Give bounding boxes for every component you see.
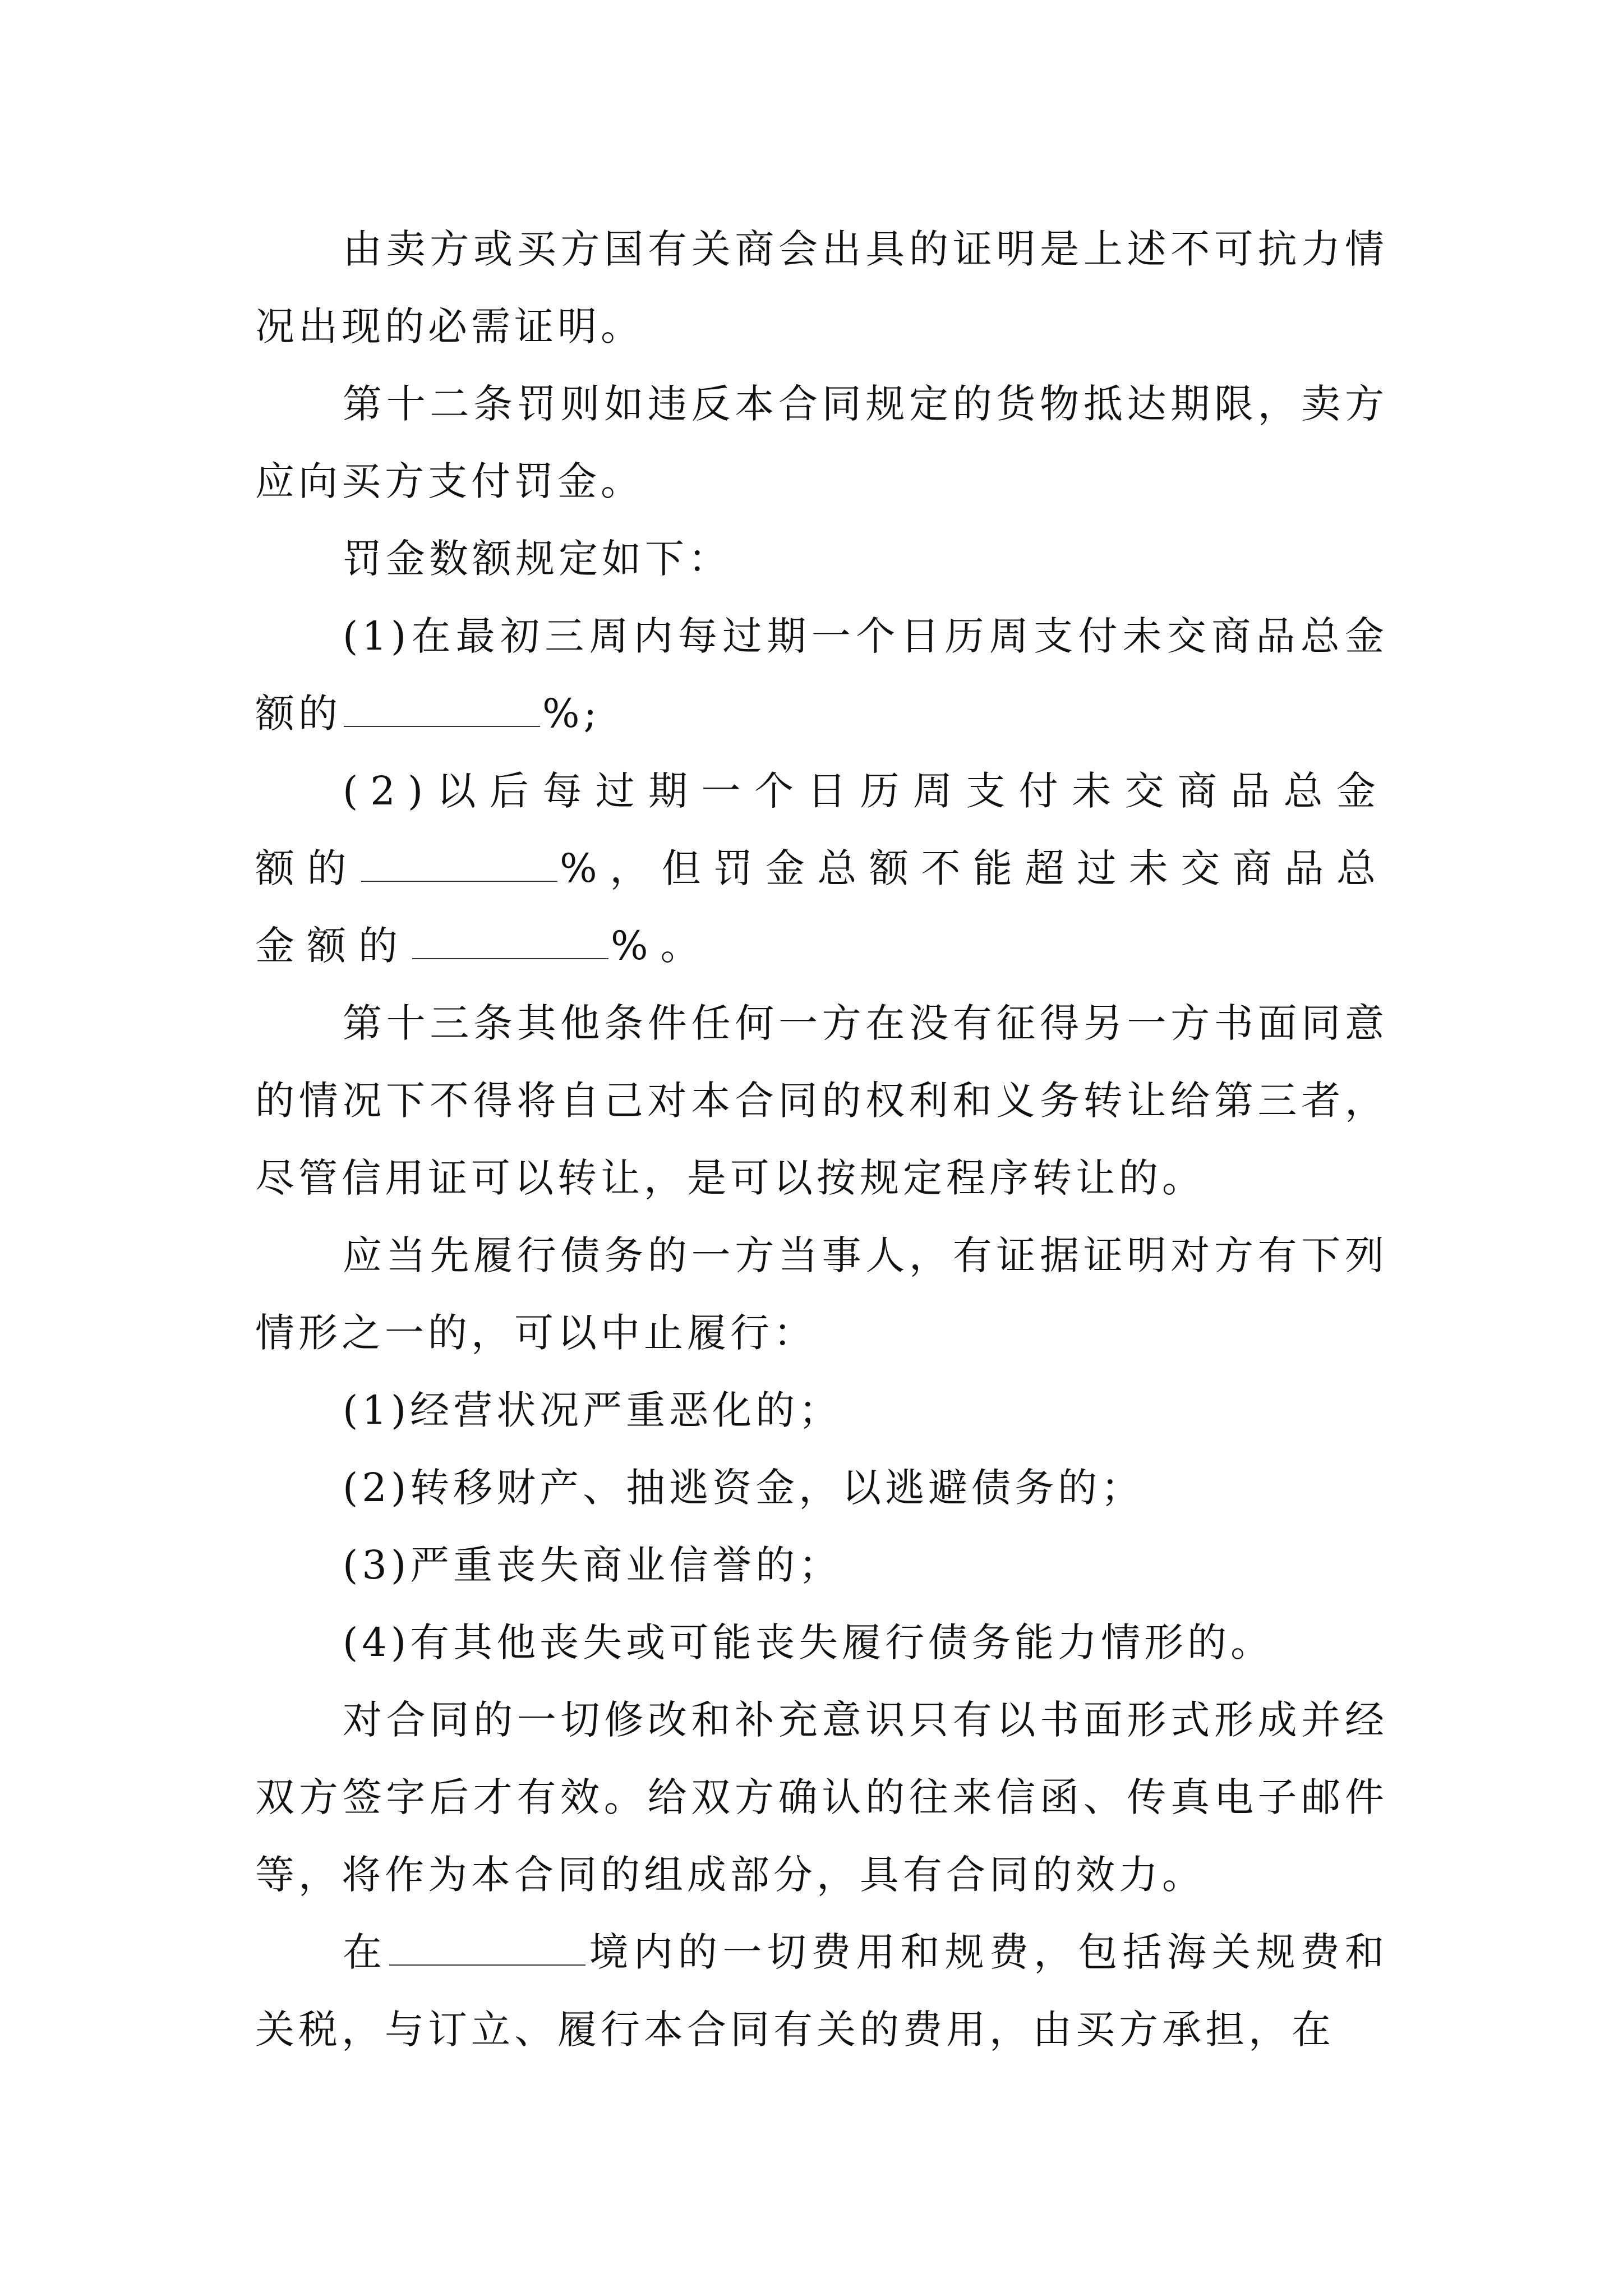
fill-in-blank[interactable]: [344, 691, 540, 727]
paragraph-suspension-item-1: [255, 1372, 1388, 1449]
paragraph-penalty-item-1: [255, 597, 1388, 752]
paragraph-suspension-item-2: [255, 1449, 1388, 1526]
paragraph-text-suffix: %;: [542, 691, 601, 737]
paragraph-text: (2)以后每过期一个日历周支付未交商品总金额的: [255, 768, 1388, 891]
paragraph-penalty-item-2: [255, 752, 1388, 984]
fill-in-blank[interactable]: [361, 846, 557, 882]
paragraph-text: (4)有其他丧失或可能丧失履行债务能力情形的。: [343, 1619, 1274, 1665]
paragraph-text-middle: %，但罚金总额不能超过未交商品总金额的: [255, 845, 1389, 969]
paragraph-text-suffix: 境内的一切费用和规费，包括海关规费和关税，与订立、履行本合同有关的费用，由买方承担，在: [255, 1929, 1389, 2053]
paragraph-force-majeure-proof: [255, 210, 1388, 365]
document-body: [255, 210, 1388, 2068]
paragraph-amendments: [255, 1681, 1388, 1913]
paragraph-suspension-item-4: [255, 1604, 1388, 1681]
paragraph-text: 罚金数额规定如下：: [343, 536, 731, 582]
paragraph-text: (3)严重丧失商业信誉的；: [343, 1542, 842, 1588]
paragraph-penalty-amount-intro: [255, 520, 1388, 597]
paragraph-article-12-penalty: [255, 365, 1388, 520]
paragraph-text: 在: [343, 1929, 388, 1975]
paragraph-text: 第十二条罚则如违反本合同规定的货物抵达期限，卖方应向买方支付罚金。: [255, 381, 1388, 504]
paragraph-text: 应当先履行债务的一方当事人，有证据证明对方有下列情形之一的，可以中止履行：: [255, 1232, 1388, 1356]
paragraph-suspension-of-performance: [255, 1217, 1388, 1372]
paragraph-text: 对合同的一切修改和补充意识只有以书面形式形成并经双方签字后才有效。给双方确认的往来信函、传真电子邮件等，将作为本合同的组成部分，具有合同的效力。: [255, 1697, 1388, 1898]
paragraph-suspension-item-3: [255, 1526, 1388, 1604]
paragraph-text-suffix: %。: [611, 923, 712, 969]
paragraph-fees-and-duties: [255, 1913, 1388, 2068]
paragraph-text: 由卖方或买方国有关商会出具的证明是上述不可抗力情况出现的必需证明。: [255, 226, 1388, 349]
paragraph-text: 第十三条其他条件任何一方在没有征得另一方书面同意的情况下不得将自己对本合同的权利和义务转让给第三者，尽管信用证可以转让，是可以按规定程序转让的。: [255, 1000, 1388, 1201]
paragraph-text: (2)转移财产、抽逃资金，以逃避债务的；: [343, 1465, 1145, 1511]
paragraph-article-13-other-conditions: [255, 984, 1388, 1217]
fill-in-blank[interactable]: [412, 923, 608, 959]
fill-in-blank[interactable]: [389, 1930, 585, 1966]
paragraph-text: (1)在最初三周内每过期一个日历周支付未交商品总金额的: [255, 613, 1388, 737]
paragraph-text: (1)经营状况严重恶化的；: [343, 1387, 842, 1433]
